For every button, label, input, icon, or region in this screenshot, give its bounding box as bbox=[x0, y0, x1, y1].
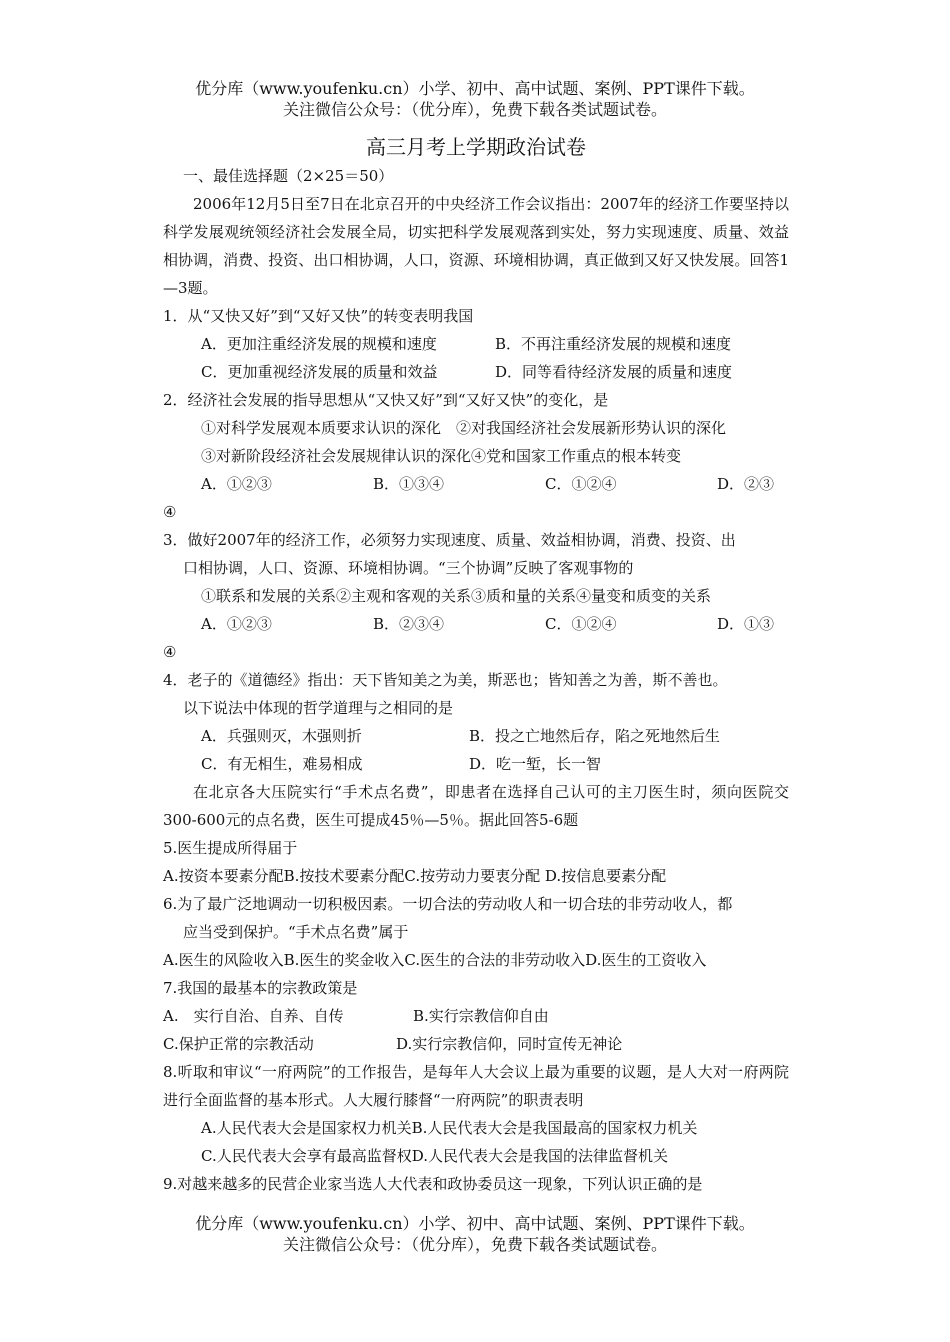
section-heading: 一、最佳选择题（2×25＝50） bbox=[183, 167, 394, 185]
question-5-options: A.按资本要素分配B.按技术要素分配C.按劳动力要衷分配 D.按信息要素分配 bbox=[163, 867, 667, 885]
footer-banner-line2: 关注微信公众号：（优分库），免费下载各类试题试卷。 bbox=[282, 1235, 667, 1254]
question-1-options-row1 bbox=[163, 330, 789, 358]
q3-option-b: B．②③④ bbox=[373, 615, 445, 633]
q2-option-d-wrap: ④ bbox=[163, 503, 177, 521]
question-7-options-row1 bbox=[163, 1002, 789, 1030]
q7-option-b: B.实行宗教信仰自由 bbox=[413, 1007, 549, 1025]
q1-option-c: C．更加重视经济发展的质量和效益 bbox=[201, 363, 438, 381]
header-banner-line2: 关注微信公众号：（优分库），免费下载各类试题试卷。 bbox=[282, 100, 667, 119]
q1-option-b: B．不再注重经济发展的规模和速度 bbox=[495, 335, 732, 353]
question-1-options-row2 bbox=[163, 358, 789, 386]
question-1-stem: 1．从“又快又好”到“又好又快”的转变表明我国 bbox=[163, 307, 474, 325]
question-9-stem: 9.对越来越多的民营企业家当选人大代表和政协委员这一现象，下列认识正确的是 bbox=[163, 1175, 703, 1193]
page-title: 高三月考上学期政治试卷 bbox=[366, 135, 586, 159]
q2-option-b: B．①③④ bbox=[373, 475, 445, 493]
q8-options-ab: A.人民代表大会是国家权力机关B.人民代表大会是我国最高的国家权力机关 bbox=[201, 1119, 698, 1137]
header-banner bbox=[0, 78, 950, 120]
q2-option-a: A．①②③ bbox=[201, 475, 272, 493]
question-4-options-row2 bbox=[163, 750, 789, 778]
question-4-stem-2: 以下说法中体现的哲学道理与之相同的是 bbox=[183, 699, 454, 717]
question-3-stem-2: 口相协调，人口、资源、环境相协调。“三个协调”反映了客观事物的 bbox=[183, 559, 634, 577]
question-7-stem: 7.我国的最基本的宗教政策是 bbox=[163, 979, 358, 997]
q7-option-a: A. 实行自治、自养、自传 bbox=[163, 1007, 344, 1025]
question-6-options: A.医生的风险收入B.医生的奖金收入C.医生的合法的非劳动收入D.医生的工资收入 bbox=[163, 951, 707, 969]
q2-statements-2: ③对新阶段经济社会发展规律认识的深化④党和国家工作重点的根本转变 bbox=[201, 447, 682, 465]
q4-option-a: A．兵强则灭，木强则折 bbox=[201, 727, 362, 745]
question-3-options bbox=[163, 610, 789, 638]
footer-banner-line1: 优分库（www.youfenku.cn）小学、初中、高中试题、案例、PPT课件下载。 bbox=[195, 1214, 755, 1233]
question-6-stem-1: 6.为了最广泛地调动一切积极因素。一切合法的劳动收人和一切合珐的非劳动收人，都 bbox=[163, 895, 733, 913]
q1-option-d: D．同等看待经济发展的质量和速度 bbox=[495, 363, 733, 381]
footer-banner bbox=[0, 1213, 950, 1255]
question-2-options bbox=[163, 470, 789, 498]
question-3-stem-1: 3．做好2007年的经济工作，必须努力实现速度、质量、效益相协调，消费、投资、出 bbox=[163, 531, 736, 549]
intro-paragraph-2: 在北京各大压院实行“手术点名费”，即患者在选择自己认可的主刀医生时，须向医院交300-600元的点名费，医生可提成45％—5％。据此回答5-6题 bbox=[163, 783, 789, 829]
question-5-stem: 5.医生提成所得届于 bbox=[163, 839, 298, 857]
question-4-options-row1 bbox=[163, 722, 789, 750]
header-banner-line1: 优分库（www.youfenku.cn）小学、初中、高中试题、案例、PPT课件下载。 bbox=[195, 79, 755, 98]
q3-option-c: C．①②④ bbox=[545, 615, 617, 633]
q3-option-d: D．①③ bbox=[717, 615, 775, 633]
q3-option-a: A．①②③ bbox=[201, 615, 272, 633]
q3-option-d-wrap: ④ bbox=[163, 643, 177, 661]
q2-option-c: C．①②④ bbox=[545, 475, 617, 493]
q4-option-d: D．吃一堑，长一智 bbox=[469, 755, 602, 773]
q1-option-a: A．更加注重经济发展的规模和速度 bbox=[201, 335, 437, 353]
q8-options-cd: C.人民代表大会享有最高监督权D.人民代表大会是我国的法律监督机关 bbox=[201, 1147, 668, 1165]
question-6-stem-2: 应当受到保护。“手术点名费”属于 bbox=[183, 923, 409, 941]
q7-option-c: C.保护正常的宗教活动 bbox=[163, 1035, 314, 1053]
q3-statements: ①联系和发展的关系②主观和客观的关系③质和量的关系④量变和质变的关系 bbox=[201, 587, 712, 605]
intro-paragraph-1: 2006年12月5日至7日在北京召开的中央经济工作会议指出：2007年的经济工作要坚持以科学发展观统领经济社会发展全局，切实把科学发展观落到实处，努力实现速度、质量、效益相协调，消费、投资、出口相协调，人口，资源、环境相协调，真正做到又好又快发展。回答1—3题。 bbox=[163, 195, 789, 297]
question-8-stem: 8.听取和审议“一府两院”的工作报告，是每年人大会议上最为重要的议题，是人大对一府两院进行全面监督的基本形式。人大履行膝督“一府两院”的职责表明 bbox=[163, 1063, 789, 1109]
q4-option-c: C．有无相生，难易相成 bbox=[201, 755, 363, 773]
q7-option-d: D.实行宗教信仰，同时宣传无神论 bbox=[396, 1035, 623, 1053]
q4-option-b: B．投之亡地然后存，陷之死地然后生 bbox=[469, 727, 721, 745]
exam-content bbox=[163, 132, 789, 1198]
question-7-options-row2 bbox=[163, 1030, 789, 1058]
question-2-stem: 2．经济社会发展的指导思想从“又快又好”到“又好又快”的变化，是 bbox=[163, 391, 609, 409]
question-4-stem-1: 4．老子的《道德经》指出：天下皆知美之为美，斯恶也；皆知善之为善，斯不善也。 bbox=[163, 671, 728, 689]
q2-option-d: D．②③ bbox=[717, 475, 775, 493]
q2-statements-1: ①对科学发展观本质要求认识的深化 ②对我国经济社会发展新形势认识的深化 bbox=[201, 419, 727, 437]
